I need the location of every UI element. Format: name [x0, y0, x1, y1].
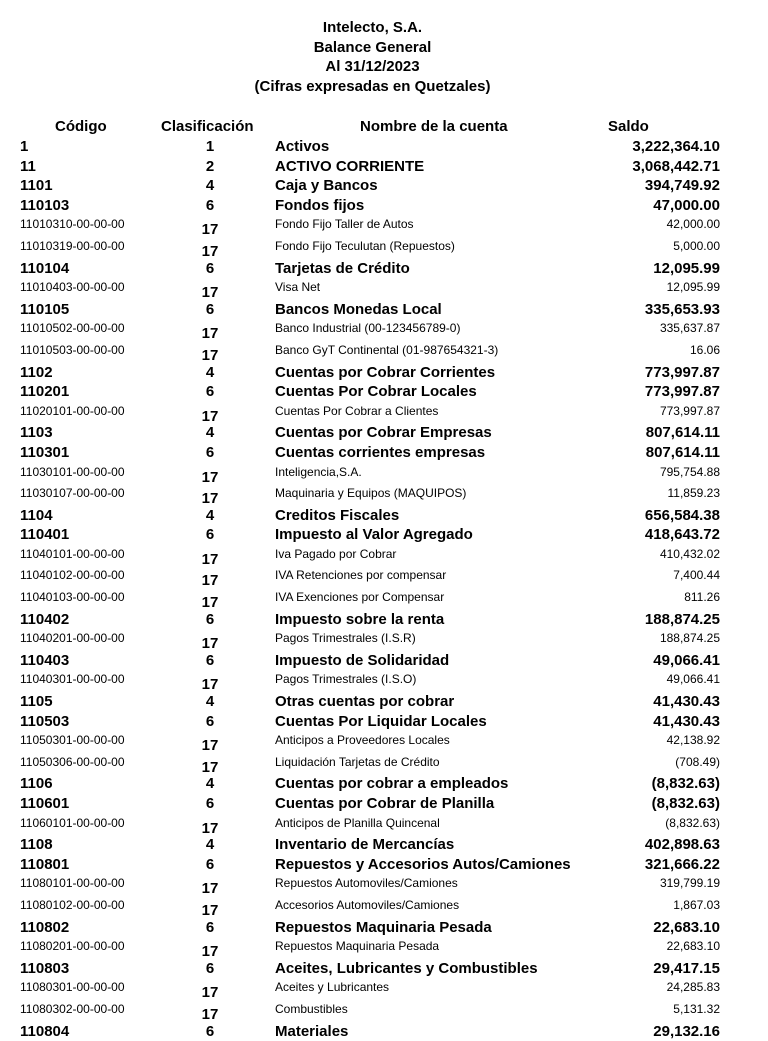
- account-name: Liquidación Tarjetas de Crédito: [275, 754, 440, 769]
- account-balance: (8,832.63): [651, 775, 720, 793]
- account-row: [0, 774, 768, 794]
- account-classification: 17: [201, 758, 219, 776]
- account-detail-row: [0, 898, 768, 918]
- account-balance: 335,653.93: [644, 300, 720, 318]
- account-detail-row: [0, 547, 768, 567]
- account-detail-row: [0, 343, 768, 363]
- account-name: IVA Retenciones por compensar: [275, 568, 447, 583]
- report-title: Balance General: [313, 38, 432, 56]
- account-balance: 11,859.23: [667, 486, 720, 501]
- column-headers: [0, 118, 768, 136]
- account-row: [0, 835, 768, 855]
- account-classification: 17: [201, 284, 219, 302]
- account-balance: 188,874.25: [659, 631, 720, 646]
- account-name: Repuestos Maquinaria Pesada: [275, 939, 440, 954]
- account-name: Accesorios Automoviles/Camiones: [275, 897, 460, 912]
- account-name-column-header: Nombre de la cuenta: [360, 118, 508, 135]
- account-balance: 24,285.83: [666, 980, 720, 995]
- account-code: 11040201-00-00-00: [20, 631, 125, 646]
- account-code: 11040101-00-00-00: [20, 546, 125, 561]
- account-name: Creditos Fiscales: [275, 506, 400, 524]
- account-balance: 335,637.87: [659, 321, 720, 336]
- account-name: Fondo Fijo Taller de Autos: [275, 217, 414, 232]
- account-code: 110601: [20, 795, 70, 812]
- account-code: 11040301-00-00-00: [20, 672, 125, 687]
- account-detail-row: [0, 816, 768, 836]
- account-name: Visa Net: [275, 280, 321, 295]
- account-balance: 188,874.25: [644, 610, 720, 628]
- account-classification: 4: [205, 363, 215, 381]
- account-detail-row: [0, 280, 768, 300]
- account-name: Fondos fijos: [275, 196, 365, 214]
- account-classification: 6: [205, 443, 215, 461]
- account-name: Fondo Fijo Teculutan (Repuestos): [275, 238, 455, 253]
- account-code: 11010310-00-00-00: [20, 217, 125, 232]
- account-balance: 47,000.00: [653, 196, 720, 214]
- account-detail-row: [0, 321, 768, 341]
- account-name: Cuentas por Cobrar Empresas: [275, 424, 492, 442]
- account-code: 110802: [20, 918, 70, 936]
- account-balance: 3,068,442.71: [632, 157, 720, 175]
- account-name: Inteligencia,S.A.: [275, 464, 362, 479]
- account-code: 11030101-00-00-00: [20, 464, 125, 479]
- account-balance: 22,683.10: [653, 918, 720, 936]
- account-name: Cuentas por Cobrar de Planilla: [275, 795, 495, 812]
- account-balance: 394,749.92: [644, 177, 720, 195]
- account-balance: 410,432.02: [659, 546, 720, 561]
- account-code: 11010319-00-00-00: [20, 238, 125, 253]
- code-column-header: Código: [55, 118, 107, 135]
- account-detail-row: [0, 876, 768, 896]
- account-code: 1: [20, 138, 29, 155]
- account-row: [0, 855, 768, 875]
- account-classification: 17: [201, 984, 219, 1002]
- account-row: [0, 610, 768, 630]
- account-code: 110301: [20, 443, 70, 461]
- account-code: 11010502-00-00-00: [20, 321, 125, 336]
- account-balance: 41,430.43: [653, 693, 720, 711]
- account-classification: 17: [201, 901, 219, 919]
- account-classification: 6: [205, 795, 215, 812]
- account-classification: 4: [205, 506, 215, 524]
- account-name: Activos: [275, 138, 330, 155]
- account-code: 110402: [20, 610, 70, 628]
- account-name: Maquinaria y Equipos (MAQUIPOS): [275, 486, 467, 501]
- account-detail-row: [0, 755, 768, 775]
- account-code: 11080302-00-00-00: [20, 1001, 125, 1016]
- account-classification: 6: [205, 712, 215, 730]
- account-balance: 41,430.43: [653, 712, 720, 730]
- account-detail-row: [0, 1002, 768, 1022]
- account-row: [0, 918, 768, 938]
- account-classification: 6: [205, 959, 215, 977]
- account-code: 110804: [20, 1022, 70, 1040]
- account-name: Iva Pagado por Cobrar: [275, 546, 397, 561]
- account-code: 11080201-00-00-00: [20, 939, 125, 954]
- account-code: 110105: [20, 300, 70, 318]
- account-classification: 17: [201, 490, 219, 508]
- account-row: [0, 525, 768, 545]
- account-row: [0, 363, 768, 383]
- account-name: Tarjetas de Crédito: [275, 259, 410, 277]
- account-code: 11010503-00-00-00: [20, 342, 125, 357]
- account-balance: (8,832.63): [651, 795, 720, 812]
- account-balance: 3,222,364.10: [632, 138, 720, 155]
- account-balance: 49,066.41: [653, 651, 720, 669]
- account-name: Repuestos y Accesorios Autos/Camiones: [275, 855, 571, 873]
- account-detail-row: [0, 217, 768, 237]
- account-name: Caja y Bancos: [275, 177, 378, 195]
- account-balance: 42,000.00: [666, 217, 720, 232]
- account-classification: 6: [205, 526, 215, 544]
- account-classification: 6: [205, 610, 215, 628]
- account-row: [0, 382, 768, 402]
- account-classification: 17: [201, 325, 219, 343]
- account-balance: 7,400.44: [673, 568, 720, 583]
- account-code: 11040102-00-00-00: [20, 568, 125, 583]
- account-row: [0, 651, 768, 671]
- account-name: Cuentas por cobrar a empleados: [275, 775, 509, 793]
- account-classification: 4: [205, 836, 215, 854]
- account-classification: 17: [201, 346, 219, 364]
- account-name: Aceites y Lubricantes: [275, 980, 390, 995]
- account-code: 1104: [20, 506, 53, 524]
- account-name: Inventario de Mercancías: [275, 836, 455, 854]
- account-classification: 17: [201, 572, 219, 590]
- account-balance: 418,643.72: [644, 526, 720, 544]
- account-balance: 773,997.87: [644, 363, 720, 381]
- balance-column-header: Saldo: [608, 118, 649, 135]
- account-row: [0, 692, 768, 712]
- account-classification: 4: [205, 693, 215, 711]
- account-row: [0, 300, 768, 320]
- account-classification: 17: [201, 737, 219, 755]
- account-row: [0, 137, 768, 157]
- account-detail-row: [0, 568, 768, 588]
- account-code: 110403: [20, 651, 70, 669]
- account-classification: 4: [205, 775, 215, 793]
- account-balance: 321,666.22: [644, 855, 720, 873]
- account-classification: 17: [201, 468, 219, 486]
- account-code: 1105: [20, 693, 53, 711]
- account-name: Pagos Trimestrales (I.S.O): [275, 672, 417, 687]
- classification-column-header: Clasificación: [161, 118, 254, 135]
- account-row: [0, 196, 768, 216]
- account-balance: 5,131.32: [673, 1001, 720, 1016]
- account-balance: 402,898.63: [644, 836, 720, 854]
- account-name: Cuentas por Cobrar Corrientes: [275, 363, 496, 381]
- account-code: 11080101-00-00-00: [20, 876, 125, 891]
- account-code: 11040103-00-00-00: [20, 590, 125, 605]
- account-classification: 6: [205, 1022, 215, 1040]
- account-row: [0, 176, 768, 196]
- account-code: 1103: [20, 424, 53, 442]
- account-name: Aceites, Lubricantes y Combustibles: [275, 959, 538, 977]
- account-code: 110201: [20, 383, 70, 401]
- account-name: Banco GyT Continental (01-987654321-3): [275, 342, 499, 357]
- account-row: [0, 157, 768, 177]
- account-balance: 12,095.99: [666, 280, 720, 295]
- account-classification: 17: [201, 242, 219, 260]
- account-name: Bancos Monedas Local: [275, 300, 442, 318]
- account-row: [0, 712, 768, 732]
- account-name: Banco Industrial (00-123456789-0): [275, 321, 461, 336]
- account-classification: 2: [205, 157, 215, 175]
- account-balance: 29,132.16: [653, 1022, 720, 1040]
- account-balance: 1,867.03: [673, 897, 720, 912]
- account-row: [0, 506, 768, 526]
- account-balance: 807,614.11: [645, 443, 720, 461]
- account-balance: 773,997.87: [644, 383, 720, 401]
- account-name: Anticipos a Proveedores Locales: [275, 733, 450, 748]
- account-classification: 17: [201, 880, 219, 898]
- account-balance: 42,138.92: [666, 733, 720, 748]
- report-header: [0, 18, 745, 96]
- account-code: 11: [20, 157, 36, 175]
- account-code: 11030107-00-00-00: [20, 486, 125, 501]
- account-detail-row: [0, 465, 768, 485]
- account-detail-row: [0, 980, 768, 1000]
- account-classification: 6: [205, 855, 215, 873]
- account-balance: 656,584.38: [644, 506, 720, 524]
- account-classification: 17: [201, 550, 219, 568]
- account-name: Cuentas Por Cobrar a Clientes: [275, 403, 439, 418]
- account-detail-row: [0, 939, 768, 959]
- account-balance: (708.49): [675, 754, 720, 769]
- account-name: Combustibles: [275, 1001, 348, 1016]
- account-balance: 319,799.19: [659, 876, 720, 891]
- account-code: 11050301-00-00-00: [20, 733, 125, 748]
- account-classification: 6: [205, 383, 215, 401]
- account-classification: 17: [201, 594, 219, 612]
- account-classification: 6: [205, 259, 215, 277]
- account-balance: 49,066.41: [666, 672, 720, 687]
- account-row: [0, 443, 768, 463]
- account-code: 11060101-00-00-00: [20, 815, 125, 830]
- account-balance: 811.26: [684, 590, 720, 605]
- account-name: Impuesto sobre la renta: [275, 610, 445, 628]
- account-balance: 22,683.10: [666, 939, 720, 954]
- account-row: [0, 794, 768, 814]
- account-classification: 17: [201, 676, 219, 694]
- account-code: 11010403-00-00-00: [20, 280, 125, 295]
- account-code: 1108: [20, 836, 53, 854]
- account-name: Repuestos Maquinaria Pesada: [275, 918, 492, 936]
- account-name: Impuesto de Solidaridad: [275, 651, 450, 669]
- account-classification: 1: [205, 138, 215, 155]
- account-row: [0, 959, 768, 979]
- account-detail-row: [0, 733, 768, 753]
- account-classification: 17: [201, 407, 219, 425]
- account-balance: 16.06: [689, 342, 720, 357]
- account-balance: 773,997.87: [659, 403, 720, 418]
- account-classification: 17: [201, 943, 219, 961]
- account-classification: 6: [205, 196, 215, 214]
- company-name: Intelecto, S.A.: [322, 19, 423, 36]
- account-balance: 807,614.11: [645, 424, 720, 442]
- account-code: 110503: [20, 712, 70, 730]
- account-balance: 795,754.88: [659, 464, 720, 479]
- currency-note: (Cifras expresadas en Quetzales): [254, 77, 491, 95]
- account-row: [0, 423, 768, 443]
- account-name: ACTIVO CORRIENTE: [275, 157, 425, 175]
- account-classification: 6: [205, 918, 215, 936]
- account-classification: 6: [205, 651, 215, 669]
- account-code: 110803: [20, 959, 70, 977]
- account-classification: 17: [201, 635, 219, 653]
- account-code: 1101: [20, 177, 53, 195]
- account-classification: 17: [201, 221, 219, 239]
- account-name: Pagos Trimestrales (I.S.R): [275, 631, 416, 646]
- account-name: Repuestos Automoviles/Camiones: [275, 876, 458, 891]
- report-date: Al 31/12/2023: [325, 58, 420, 75]
- account-code: 110401: [20, 526, 70, 544]
- account-code: 1102: [20, 363, 53, 381]
- account-name: Anticipos de Planilla Quincenal: [275, 815, 440, 830]
- account-name: Materiales: [275, 1022, 349, 1040]
- account-classification: 17: [201, 1005, 219, 1023]
- account-balance: 5,000.00: [673, 238, 720, 253]
- account-balance: 29,417.15: [653, 959, 720, 977]
- account-table: [0, 137, 768, 1041]
- account-code: 110801: [20, 855, 70, 873]
- account-name: IVA Exenciones por Compensar: [275, 590, 445, 605]
- account-code: 110104: [20, 259, 70, 277]
- account-name: Otras cuentas por cobrar: [275, 693, 455, 711]
- account-name: Cuentas corrientes empresas: [275, 443, 486, 461]
- account-balance: (8,832.63): [665, 815, 720, 830]
- account-row: [0, 259, 768, 279]
- account-detail-row: [0, 631, 768, 651]
- account-code: 110103: [20, 196, 70, 214]
- account-name: Impuesto al Valor Agregado: [275, 526, 473, 544]
- account-code: 11020101-00-00-00: [20, 403, 125, 418]
- account-detail-row: [0, 486, 768, 506]
- account-name: Cuentas Por Cobrar Locales: [275, 383, 477, 401]
- account-classification: 4: [205, 177, 215, 195]
- account-detail-row: [0, 404, 768, 424]
- account-detail-row: [0, 672, 768, 692]
- account-classification: 17: [201, 819, 219, 837]
- account-classification: 6: [205, 300, 215, 318]
- account-detail-row: [0, 239, 768, 259]
- account-row: [0, 1022, 768, 1041]
- account-balance: 12,095.99: [653, 259, 720, 277]
- account-name: Cuentas Por Liquidar Locales: [275, 712, 487, 730]
- account-code: 1106: [20, 775, 53, 793]
- account-code: 11080102-00-00-00: [20, 897, 125, 912]
- account-code: 11050306-00-00-00: [20, 754, 125, 769]
- account-classification: 4: [205, 424, 215, 442]
- account-code: 11080301-00-00-00: [20, 980, 125, 995]
- account-detail-row: [0, 590, 768, 610]
